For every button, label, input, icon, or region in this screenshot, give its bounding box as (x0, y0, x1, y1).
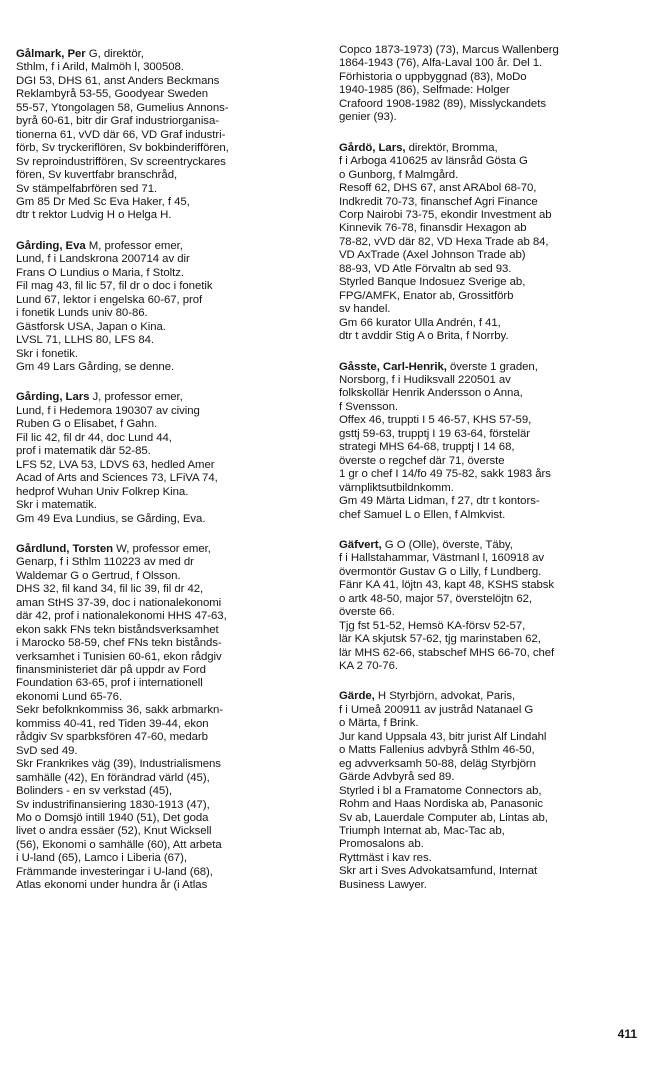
entry-text-line: övermontör Gustav G o Lilly, f Lundberg. (339, 565, 542, 578)
entry-text-line: f i Hallstahammar, Västmanl l, 160918 av (339, 552, 545, 565)
entry-text-line: Fil mag 43, fil lic 57, fil dr o doc i fonetik (16, 280, 213, 293)
entry-name: Gäfvert, (339, 538, 382, 551)
entry-text-line: Triumph Internat ab, Mac-Tac ab, (339, 825, 505, 838)
entry-text-line: Indkredit 70-73, finanschef Agri Finance (339, 195, 538, 208)
entry-text-line: o Märta, f Brink. (339, 717, 419, 730)
entry-text-line: Genarp, f i Sthlm 110223 av med dr (16, 556, 194, 569)
entry-text-line: dtr t avddir Stig A o Brita, f Norrby. (339, 330, 509, 343)
entry-text-line: byrå 60-61, bitr dir Graf industriorganisa- (16, 115, 219, 128)
entry-text-line: Skr art i Sves Advokatsamfund, Internat (339, 865, 538, 878)
entry-text-line: 1940-1985 (86), Selfmade: Holger (339, 84, 510, 97)
entry-text-line: Fänr KA 41, löjtn 43, kapt 48, KSHS stabsk (339, 579, 555, 592)
entry-text-line: Kinnevik 76-78, finansdir Hexagon ab (339, 222, 527, 235)
entry-heading (16, 391, 320, 404)
entry-text-line: överste 66. (339, 606, 395, 619)
entry-text-line: Atlas ekonomi under hundra år (i Atlas (16, 879, 208, 892)
entry-text-line: Sv stämpelfabrfören sed 71. (16, 182, 158, 195)
entry-text-line: (56), Ekonomi o samhälle (60), Att arbeta (16, 838, 222, 851)
entry-continuation (339, 44, 643, 125)
entry-text-line: LVSL 71, LLHS 80, LFS 84. (16, 334, 155, 347)
entry-garde (339, 690, 643, 892)
entry-text-line: där 42, prof i nationalekonomi HHS 47-63, (16, 610, 227, 623)
entry-text-line: gsttj 59-63, trupptj I 19 63-64, förstelär (339, 427, 531, 440)
entry-text-line: strategi MHS 64-68, trupptj I 14 68, (339, 441, 515, 454)
entry-text-line: eg advverksamh 50-88, deläg Styrbjörn (339, 757, 536, 770)
entry-text-line: dtr t rektor Ludvig H o Helga H. (16, 209, 172, 222)
entry-text-line: Sv industrifinansiering 1830-1913 (47), (16, 798, 210, 811)
entry-text-line: Mo o Domsjö intill 1940 (51), Det goda (16, 812, 209, 825)
entry-text-line: FPG/AMFK, Enator ab, Grossitförb (339, 289, 514, 302)
entry-name: Gårding, Lars (16, 391, 90, 404)
entry-text-line: fören, Sv kuvertfabr branschråd, (16, 169, 178, 182)
entry-text-line: o artk 48-50, major 57, överstelöjtn 62, (339, 592, 533, 605)
entry-text-line: Bolinders - en sv verkstad (45), (16, 785, 173, 798)
entry-text-line: Crafoord 1908-1982 (89), Misslyckandets (339, 97, 546, 110)
entry-intro: G, direktör, (85, 48, 144, 60)
entry-text-line: o Gunborg, f Malmgård. (339, 168, 459, 181)
entry-text-line: Gm 85 Dr Med Sc Eva Haker, f 45, (16, 195, 190, 208)
entry-text-line: Promosalons ab. (339, 838, 424, 851)
entry-text-line: Skr Frankrikes väg (39), Industrialismens (16, 758, 221, 771)
entry-heading (339, 361, 643, 374)
entry-text-line: Copco 1873-1973) (73), Marcus Wallenberg (339, 44, 559, 56)
entry-text-line: Lund, f i Hedemora 190307 av civing (16, 404, 200, 417)
entry-text-line: lär MHS 62-66, stabschef MHS 66-70, chef (339, 646, 555, 659)
entry-text-line: Corp Nairobi 73-75, ekondir Investment ab (339, 208, 552, 221)
entry-galmark-per (16, 48, 320, 223)
entry-text-line: Ruben G o Elisabet, f Gahn. (16, 418, 158, 431)
entry-name: Gålmark, Per (16, 48, 86, 60)
entry-text-line: f i Arboga 410625 av länsråd Gösta G (339, 155, 528, 168)
entry-text-line: i U-land (65), Lamco i Liberia (67), (16, 852, 188, 865)
entry-text-line: Lund, f i Landskrona 200714 av dir (16, 253, 190, 266)
entry-text-line: Gm 49 Märta Lidman, f 27, dtr t kontors- (339, 495, 540, 508)
entry-gardlund-torsten (16, 543, 320, 893)
entry-text-line: tionerna 61, vVD där 66, VD Graf industri- (16, 128, 226, 141)
entry-text-line: 88-93, VD Atle Förvaltn ab sed 93. (339, 262, 512, 275)
entry-text-line: i fonetik Lunds univ 80-86. (16, 307, 148, 320)
entry-text-line: sv handel. (339, 303, 391, 316)
right-column (339, 44, 643, 909)
entry-text-line: verksamhet i Tunisien 60-61, ekon rådgiv (16, 650, 222, 663)
entry-text-line: rådgiv Sv sparbksfören 47-60, medarb (16, 731, 208, 744)
entry-name: Gärde, (339, 690, 375, 703)
entry-garding-eva (16, 240, 320, 375)
entry-text-line: Acad of Arts and Sciences 73, LFiVA 74, (16, 472, 218, 485)
entry-text-line: Gm 66 kurator Ulla Andrén, f 41, (339, 316, 501, 329)
entry-intro: direktör, Bromma, (405, 141, 498, 154)
entry-text-line: Rohm and Haas Nordiska ab, Panasonic (339, 798, 543, 811)
entry-text-line: Waldemar G o Gertrud, f Olsson. (16, 569, 181, 582)
entry-text-line: Sthlm, f i Arild, Malmöh l, 300508. (16, 61, 184, 74)
entry-name: Gåsste, Carl-Henrik, (339, 360, 447, 373)
entry-text-line: folkskollär Henrik Andersson o Anna, (339, 387, 523, 400)
entry-text-line: DHS 32, fil kand 34, fil lic 39, fil dr 42, (16, 583, 204, 596)
entry-gafvert (339, 539, 643, 674)
entry-text-line: Gm 49 Eva Lundius, se Gårding, Eva. (16, 512, 206, 525)
entry-text-line: samhälle (42), En förändrad värld (45), (16, 771, 210, 784)
entry-text-line: Tjg fst 51-52, Hemsö KA-försv 52-57, (339, 619, 526, 632)
entry-gasste-carl-henrik (339, 361, 643, 522)
entry-heading (339, 690, 643, 703)
entry-heading (16, 240, 320, 253)
entry-text-line: KA 2 70-76. (339, 660, 398, 673)
entry-heading (339, 539, 643, 552)
entry-text-line: finansministeriet där på uppdr av Ford (16, 664, 206, 677)
entry-heading (16, 543, 320, 556)
entry-text-line: SvD sed 49. (16, 744, 78, 757)
entry-text-line: förb, Sv tryckeriflören, Sv bokbinderiffören, (16, 142, 229, 155)
entry-heading (339, 142, 643, 155)
entry-text-line: Sekr befolknkommiss 36, sakk arbmarkn- (16, 704, 223, 717)
page-number: 411 (617, 1027, 637, 1041)
entry-text-line: Lund 67, lektor i engelska 60-67, prof (16, 293, 203, 306)
entry-text-line: Skr i matematik. (16, 499, 97, 512)
entry-text-line: Gärde Advbyrå sed 89. (339, 771, 455, 784)
entry-text-line: Fil lic 42, fil dr 44, doc Lund 44, (16, 431, 172, 444)
entry-intro: M, professor emer, (85, 239, 183, 252)
entry-intro: H Styrbjörn, advokat, Paris, (374, 690, 516, 703)
entry-text-line: livet o andra essäer (52), Knut Wicksell (16, 825, 212, 838)
entry-text-line: Styrled i bl a Framatome Connectors ab, (339, 784, 542, 797)
entry-text-line: Norsborg, f i Hudiksvall 220501 av (339, 373, 511, 386)
entry-text-line: Jur kand Uppsala 43, bitr jurist Alf Lindahl (339, 730, 547, 743)
entry-text-line: överste o regchef där 71, överste (339, 454, 505, 467)
entry-text-line: 78-82, vVD där 82, VD Hexa Trade ab 84, (339, 235, 549, 248)
entry-text-line: Frans O Lundius o Maria, f Stoltz. (16, 266, 184, 279)
entry-text-line: Gm 49 Lars Gårding, se denne. (16, 360, 175, 373)
entry-text-line: Resoff 62, DHS 67, anst ARAbol 68-70, (339, 182, 537, 195)
entry-intro: G O (Olle), överste, Täby, (381, 538, 513, 551)
entry-text-line: Reklambyrå 53-55, Goodyear Sweden (16, 88, 209, 101)
entry-text-line: 1864-1943 (76), Alfa-Laval 100 år. Del 1. (339, 57, 543, 70)
entry-garding-lars (16, 391, 320, 526)
entry-text-line: DGI 53, DHS 61, anst Anders Beckmans (16, 74, 220, 87)
entry-intro: W, professor emer, (113, 542, 211, 555)
entry-text-line: kommiss 40-41, red Tiden 39-44, ekon (16, 717, 209, 730)
entry-name: Gårding, Eva (16, 239, 86, 252)
entry-text-line: Gästforsk USA, Japan o Kina. (16, 320, 166, 333)
entry-heading (16, 48, 320, 61)
entry-text-line: o Matts Fallenius advbyrå Sthlm 46-50, (339, 744, 535, 757)
entry-text-line: chef Samuel L o Ellen, f Almkvist. (339, 508, 506, 521)
entry-intro: J, professor emer, (89, 391, 183, 404)
entry-text-line: Sv reproindustriffören, Sv screentryckares (16, 155, 226, 168)
entry-text-line: aman StHS 37-39, doc i nationalekonomi (16, 596, 222, 609)
entry-text-line: Förhistoria o uppbyggnad (83), MoDo (339, 70, 527, 83)
entry-text-line: genier (93). (339, 111, 397, 124)
entry-text-line: Offex 46, truppti I 5 46-57, KHS 57-59, (339, 414, 532, 427)
entry-text-line: ekonomi Lund 65-76. (16, 690, 123, 703)
entry-text-line: Foundation 63-65, prof i internationell (16, 677, 203, 690)
entry-text-line: lär KA skjutsk 57-62, tjg marinstaben 62, (339, 633, 541, 646)
entry-text-line: f i Umeå 200911 av justråd Natanael G (339, 703, 534, 716)
entry-text-line: Styrled Banque Indosuez Sverige ab, (339, 276, 526, 289)
entry-text-line: Skr i fonetik. (16, 347, 78, 360)
entry-text-line: ekon sakk FNs tekn biståndsverksamhet (16, 623, 219, 636)
entry-text-line: Ryttmäst i kav res. (339, 851, 432, 864)
entry-text-line: i Marocko 58-59, chef FNs tekn bistånds- (16, 637, 222, 650)
entry-text-line: hedprof Wuhan Univ Folkrep Kina. (16, 485, 189, 498)
entry-text-line: prof i matematik där 52-85. (16, 445, 151, 458)
entry-text-line: LFS 52, LVA 53, LDVS 63, hedled Amer (16, 458, 215, 471)
entry-text-line: Främmande investeringar i U-land (68), (16, 865, 213, 878)
entry-text-line: 1 gr o chef I 14/fo 49 75-82, sakk 1983 års (339, 468, 551, 481)
entry-text-line: VD AxTrade (Axel Johnson Trade ab) (339, 249, 526, 262)
entry-text-line: värnpliktsutbildnkomm. (339, 481, 454, 494)
entry-gardo-lars (339, 142, 643, 344)
entry-name: Gårdö, Lars, (339, 141, 406, 154)
entry-text-line: Sv ab, Lauerdale Computer ab, Lintas ab, (339, 811, 548, 824)
entry-text-line: 55-57, Ytongolagen 58, Gumelius Annons- (16, 101, 229, 114)
entry-name: Gårdlund, Torsten (16, 542, 114, 555)
entry-text-line: f Svensson. (339, 400, 398, 413)
entry-text-line: Business Lawyer. (339, 878, 427, 891)
entry-intro: överste 1 graden, (446, 360, 538, 373)
left-column (16, 48, 320, 910)
